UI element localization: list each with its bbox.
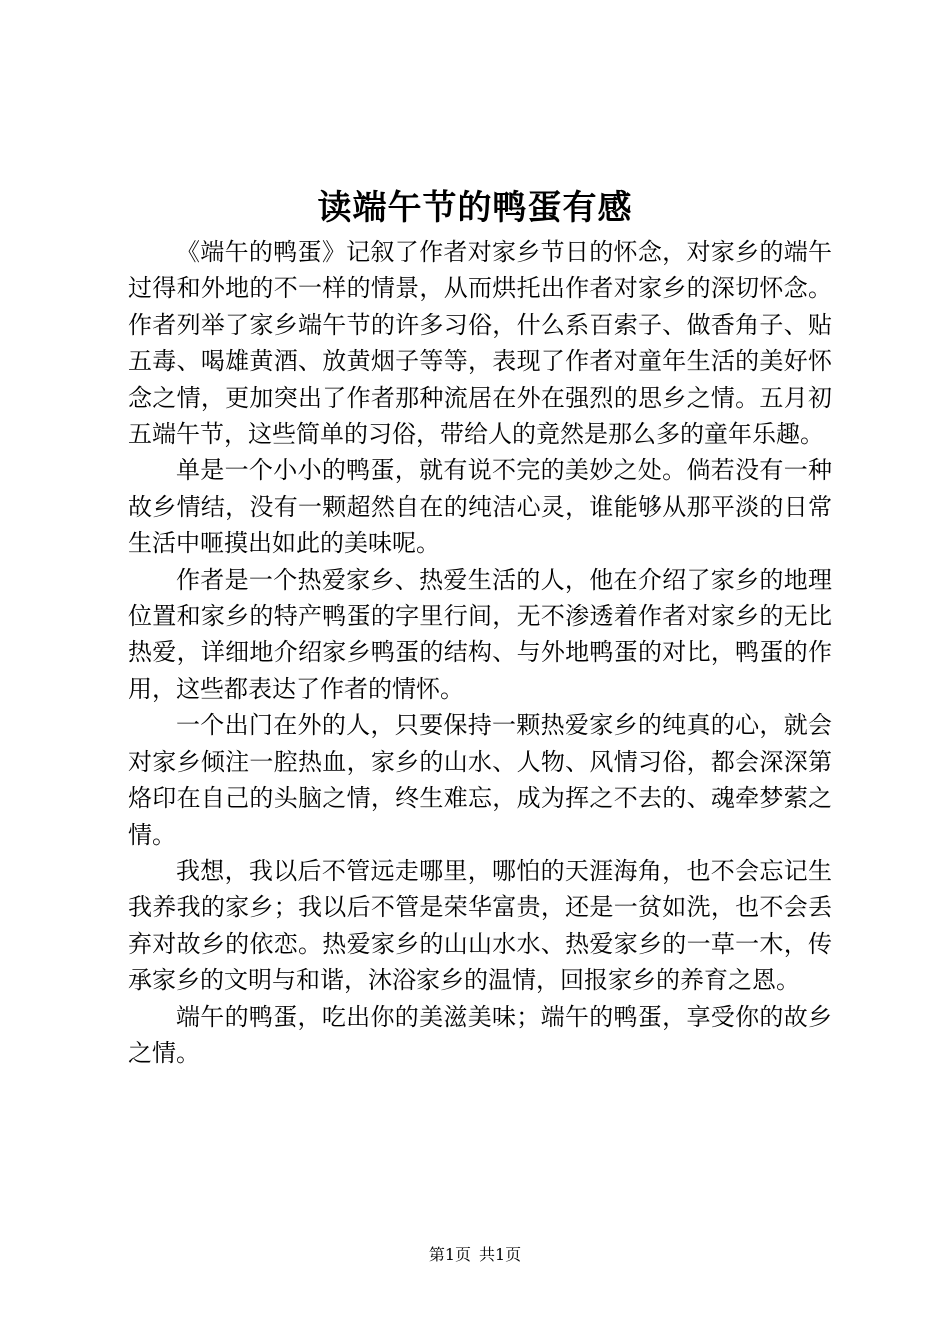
paragraph: 一个出门在外的人，只要保持一颗热爱家乡的纯真的心，就会对家乡倾注一腔热血，家乡的山水、人物、风情习俗，都会深深第烙印在自己的头脑之情，终生难忘，成为挥之不去的、魂牵梦萦之情。 bbox=[128, 711, 832, 849]
page-number-current: 第1页 bbox=[428, 1245, 471, 1264]
document-body bbox=[128, 234, 832, 1071]
paragraph: 端午的鸭蛋，吃出你的美滋美味；端午的鸭蛋，享受你的故乡之情。 bbox=[128, 1002, 832, 1067]
page-number-total: 共1页 bbox=[479, 1245, 522, 1264]
paragraph: 作者是一个热爱家乡、热爱生活的人，他在介绍了家乡的地理位置和家乡的特产鸭蛋的字里行间，无不渗透着作者对家乡的无比热爱，详细地介绍家乡鸭蛋的结构、与外地鸭蛋的对比，鸭蛋的作用，这些都表达了作者的情怀。 bbox=[128, 565, 832, 703]
paragraph: 《端午的鸭蛋》记叙了作者对家乡节日的怀念，对家乡的端午过得和外地的不一样的情景，从而烘托出作者对家乡的深切怀念。作者列举了家乡端午节的许多习俗，什么系百索子、做香角子、贴五毒、喝雄黄酒、放黄烟子等等，表现了作者对童年生活的美好怀念之情，更加突出了作者那种流居在外在强烈的思乡之情。五月初五端午节，这些简单的习俗，带给人的竟然是那么多的童年乐趣。 bbox=[128, 238, 832, 449]
document-title: 读端午节的鸭蛋有感 bbox=[317, 188, 633, 228]
paragraph: 单是一个小小的鸭蛋，就有说不完的美妙之处。倘若没有一种故乡情结，没有一颗超然自在的纯洁心灵，谁能够从那平淡的日常生活中咂摸出如此的美味呢。 bbox=[128, 456, 832, 558]
paragraph: 我想，我以后不管远走哪里，哪怕的天涯海角，也不会忘记生我养我的家乡；我以后不管是荣华富贵，还是一贫如洗，也不会丢弃对故乡的依恋。热爱家乡的山山水水、热爱家乡的一草一木，传承家乡的文明与和谐，沐浴家乡的温情，回报家乡的养育之恩。 bbox=[128, 856, 832, 995]
page-footer bbox=[0, 1244, 950, 1266]
